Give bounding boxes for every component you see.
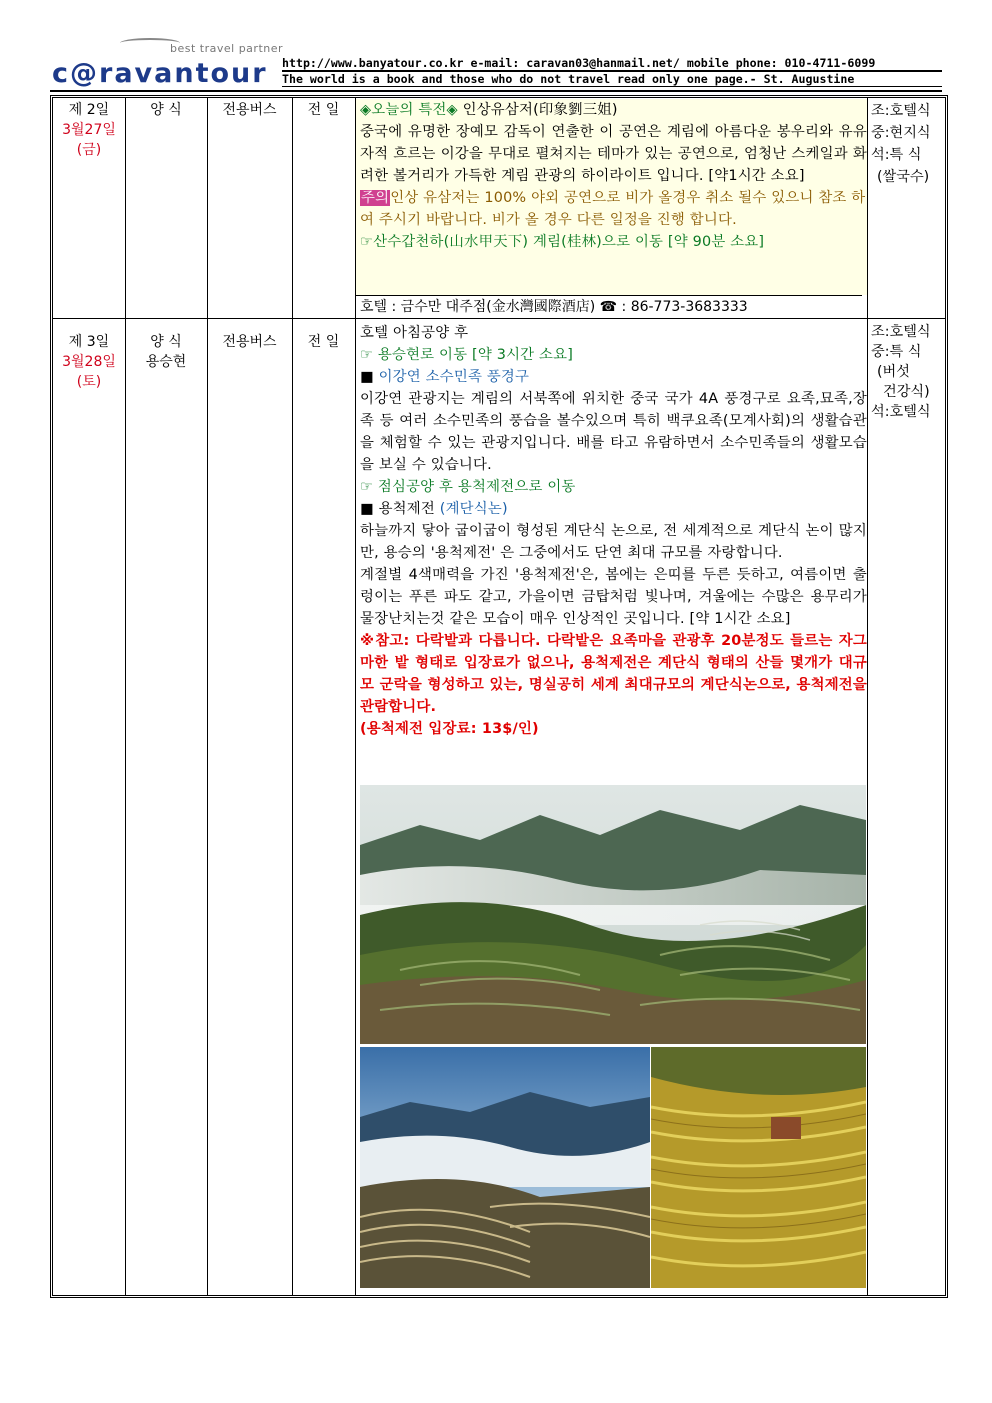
col-divider	[292, 98, 293, 1295]
logo-text-a: c@ravan	[52, 58, 196, 89]
day3-spot1-desc: 이강연 관광지는 계림의 서북쪽에 위치한 중국 국가 4A 풍경구로 요족,묘족,장족 등 여러 소수민족의 풍습을 볼수있으며 특히 백쿠요족(모계사회)의 생활습관을 체험할 수 있는 관광지입니다. 배를 타고 유람하면서 소수민족들의 생활모습을 보실 수 있습니다.	[360, 391, 867, 473]
caravantour-logo	[52, 58, 268, 89]
page-header	[50, 38, 942, 93]
day2-meal-type: 양 식	[150, 102, 182, 118]
day3-transport: 전용버스	[222, 334, 277, 350]
special-name: 인상유삼저(印象劉三姐)	[457, 102, 618, 118]
square-bullet: ■	[360, 369, 374, 385]
tagline: best travel partner	[170, 42, 284, 55]
day3-date: 3월28일	[62, 354, 116, 370]
day3-spot1-title: 이강연 소수민족 풍경구	[373, 369, 530, 385]
day2-time: 전 일	[307, 102, 340, 118]
day3-weekday: (토)	[76, 374, 102, 390]
day3-move: ☞ 용승현로 이동 [약 3시간 소요]	[360, 347, 574, 363]
day2-meals	[871, 100, 949, 188]
quote-line: The world is a book and those who do not travel read only one page.- St. Augustine	[282, 70, 942, 87]
day2-transport: 전용버스	[222, 102, 277, 118]
day3-fee: (용척제전 입장료: 13$/인)	[360, 721, 539, 737]
rice-terrace-photo-large	[360, 785, 866, 1044]
meal-lunch-note: (버섯	[877, 364, 910, 380]
day3-label: 제 3일	[68, 334, 110, 350]
day2-label: 제 2일	[68, 102, 110, 118]
meal-lunch-note2: 건강식)	[883, 384, 930, 400]
meal-dinner-note: (쌀국수)	[877, 169, 930, 185]
meal-lunch: 중:현지식	[871, 125, 931, 141]
day2-day-cell	[53, 100, 125, 160]
meal-breakfast: 조:호텔식	[871, 103, 931, 119]
day3-note: ※참고: 다락밭과 다릅니다. 다락밭은 요족마을 관광후 20분정도 들르는 자그마한 밭 형태로 입장료가 없으나, 용척제전은 계단식 형태의 산들 몇개가 대규모 군락을 형성하고 있는, 명실공히 세계 최대규모의 계단식논으로, 용척제전을 관람합니다.	[360, 633, 867, 715]
contact-block	[282, 56, 942, 87]
day2-hotel: 호텔 : 금수만 대주점(金水灣國際酒店) ☎ : 86-773-3683333	[360, 299, 748, 315]
warning-tag: 주의	[361, 190, 390, 206]
misty-terrace-photo	[360, 1047, 650, 1288]
day2-schedule	[356, 99, 867, 295]
itinerary-table	[50, 95, 948, 1298]
meal-dinner: 석:호텔식	[871, 404, 931, 420]
hotel-divider	[356, 295, 862, 296]
day3-time: 전 일	[307, 334, 340, 350]
contact-line: http://www.banyatour.co.kr e-mail: caravan03@hanmail.net/ mobile phone: 010-4711-6099	[282, 56, 876, 70]
special-title: ◈오늘의 특전◈	[360, 102, 458, 118]
day3-spot2-desc2: 계절별 4색매력을 가진 '용척제전'은, 봄에는 은띠를 두른 듯하고, 여름이면 출렁이는 푸른 파도 같고, 가을이면 금탑처럼 빛나며, 겨울에는 수많은 용무리가 물장난치는것 같은 모습이 매우 인상적인 곳입니다. [약 1시간 소요]	[360, 567, 867, 627]
day3-line1: 호텔 아침공양 후	[360, 325, 469, 341]
day3-schedule	[356, 322, 867, 740]
day3-meal-type: 양 식	[150, 334, 182, 350]
meal-dinner: 석:특 식	[871, 147, 922, 163]
warning-text: 인상 유삼저는 100% 야외 공연으로 비가 올경우 취소 될수 있으니 참조 하여 주시기 바랍니다. 비가 올 경우 다른 일정을 진행 합니다.	[360, 190, 866, 228]
meal-breakfast: 조:호텔식	[871, 324, 931, 340]
day2-weekday: (금)	[76, 142, 102, 158]
golden-terrace-photo	[651, 1047, 866, 1288]
day3-lunch-move: ☞ 점심공양 후 용척제전으로 이동	[360, 479, 576, 495]
col-divider	[207, 98, 208, 1295]
day3-meal-cell	[125, 332, 207, 372]
logo-text-b: tour	[195, 58, 268, 89]
day3-spot2-desc1: 하늘까지 닿아 굽이굽이 형성된 계단식 논으로, 전 세계적으로 계단식 논이 많지만, 용승의 '용척제전' 은 그중에서도 단연 최대 규모를 자랑합니다.	[360, 523, 867, 561]
day2-description: 중국에 유명한 장예모 감독이 연출한 이 공연은 계림에 아름다운 봉우리와 유유자적 흐르는 이강을 무대로 펼쳐지는 테마가 있는 공연으로, 엄청난 스케일과 화려한 볼거리가 가득한 계림 관광의 하이라이트 입니다. [약1시간 소요]	[360, 124, 867, 184]
day3-city: 용승현	[145, 354, 187, 370]
day3-day-cell	[53, 332, 125, 392]
day2-move: ☞산수갑천하(山水甲天下) 계림(桂林)으로 이동 [약 90분 소요]	[360, 234, 765, 250]
meal-lunch: 중:특 식	[871, 344, 922, 360]
day2-date: 3월27일	[62, 122, 116, 138]
col-divider	[125, 98, 126, 1295]
day3-spot2-title: ■ 용척제전	[360, 501, 435, 517]
col-divider	[867, 98, 868, 1295]
day3-meals	[871, 322, 949, 422]
day3-spot2-sub: (계단식논)	[434, 501, 508, 517]
row-divider	[53, 318, 945, 319]
header-rule	[50, 90, 942, 92]
